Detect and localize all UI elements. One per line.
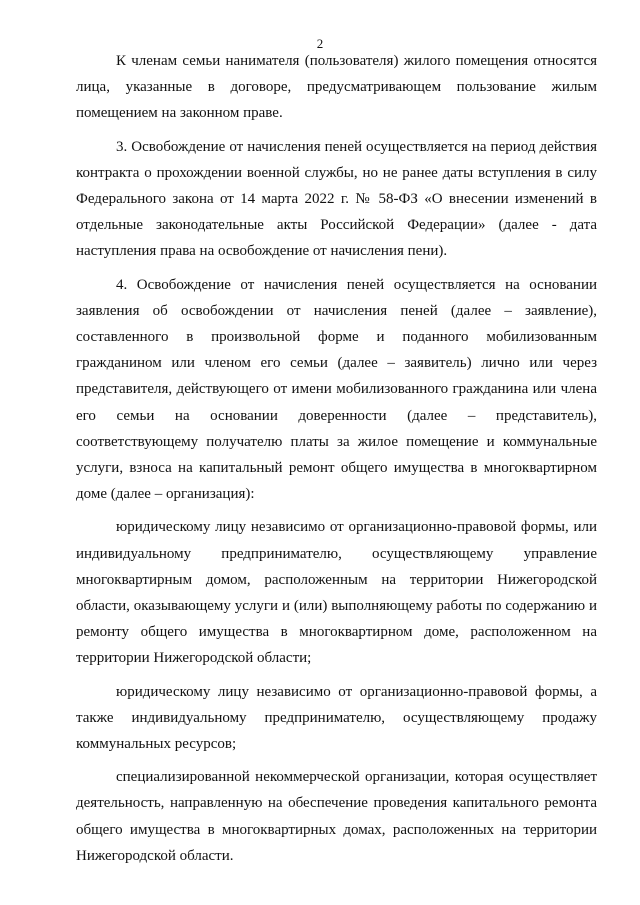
page-number: 2 xyxy=(316,36,324,51)
paragraph-item-4: 4. Освобождение от начисления пеней осуществляется на основании заявления об освобождении от начисления пеней (далее – заявление), составленного в произвольной форме и поданного мобилизованным гражданином или членом его семьи (далее – заявитель) лично или через представителя, действующего от имени мобилизованного гражданина или члена его семьи на основании доверенности (далее – представитель), соответствующему получателю платы за жилое помещение и коммунальные услуги, взноса на капитальный ремонт общего имущества в многоквартирном доме (далее – организация): xyxy=(76,276,597,503)
paragraph-item-3: 3. Освобождение от начисления пеней осуществляется на период действия контракта о прохождении военной службы, но не ранее даты вступления в силу Федерального закона от 14 марта 2022 г. № 58-ФЗ «О внесении изменений в отдельные законодательные акты Российской Федерации» (далее - дата наступления права на освобождение от начисления пени). xyxy=(76,138,597,260)
paragraph-family-members: К членам семьи нанимателя (пользователя) жилого помещения относятся лица, указанные в договоре, предусматривающем пользование жилым помещением на законном праве. xyxy=(76,53,597,122)
document-body xyxy=(76,48,597,869)
paragraph-management-org: юридическому лицу независимо от организационно-правовой формы, или индивидуальному предпринимателю, осуществляющему управление многоквартирным домом, расположенным на территории Нижегородской области, оказывающему услуги и (или) выполняющему работы по содержанию и ремонту общего имущества в многоквартирном доме, расположенном на территории Нижегородской области; xyxy=(76,519,597,667)
paragraph-capital-repair-org: специализированной некоммерческой организации, которая осуществляет деятельность, направленную на обеспечение проведения капитального ремонта общего имущества в многоквартирных домах, расположенных на территории Нижегородской области. xyxy=(76,769,597,864)
paragraph-resource-seller: юридическому лицу независимо от организационно-правовой формы, а также индивидуальному предпринимателю, осуществляющему продажу коммунальных ресурсов; xyxy=(76,683,597,753)
